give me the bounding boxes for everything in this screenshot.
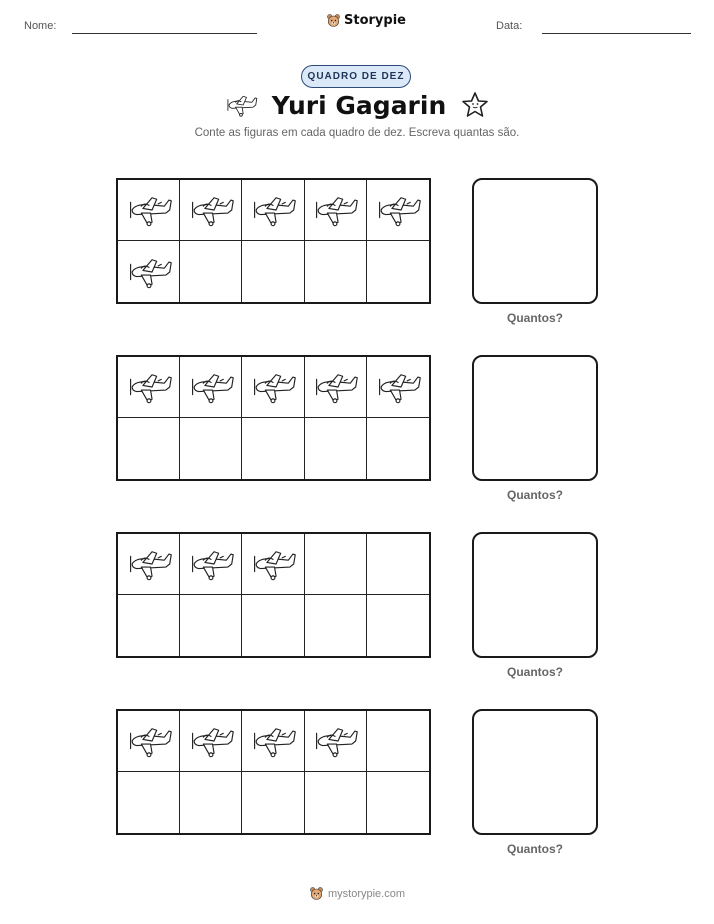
ten-frame-cell [118,534,180,595]
name-line[interactable] [72,33,257,34]
page-title: Yuri Gagarin [271,90,447,120]
ten-frame-cell [367,711,429,772]
ten-frame-cell [180,180,242,241]
ten-frame-cell [180,595,242,656]
ten-frame-cell [367,357,429,418]
ten-frame-cell [118,418,180,479]
airplane-icon [375,368,421,406]
airplane-icon [224,93,258,117]
brand-name: Storypie [344,13,406,28]
airplane-icon [126,368,172,406]
airplane-icon [126,722,172,760]
bear-mascot-icon [309,886,324,901]
ten-frame-cell [242,418,304,479]
airplane-icon [188,191,234,229]
airplane-icon [250,368,296,406]
ten-frame-cell [305,595,367,656]
airplane-icon [250,191,296,229]
ten-frame-cell [118,595,180,656]
ten-frame-cell [305,418,367,479]
ten-frame-cell [180,241,242,302]
ten-frame-cell [242,357,304,418]
ten-frame-cell [242,595,304,656]
answer-box[interactable] [472,178,598,304]
bear-mascot-icon [326,13,341,28]
ten-frame-cell [180,357,242,418]
ten-frame-cell [305,534,367,595]
date-label: Data: [496,20,523,32]
footer [0,886,714,901]
ten-frame-cell [242,241,304,302]
ten-frame-cell [367,595,429,656]
instructions: Conte as figuras em cada quadro de dez. Escreva quantas são. [194,127,520,139]
name-label: Nome: [24,20,57,32]
ten-frame [116,178,431,304]
airplane-icon [126,253,172,291]
airplane-icon [188,368,234,406]
ten-frame-cell [118,711,180,772]
airplane-icon [312,722,358,760]
airplane-icon [188,722,234,760]
ten-frame-cell [242,180,304,241]
ten-frame-cell [305,772,367,833]
answer-label: Quantos? [507,665,563,679]
airplane-icon [126,545,172,583]
ten-frame-cell [242,534,304,595]
ten-frame-cell [118,180,180,241]
answer-label: Quantos? [507,311,563,325]
airplane-icon [188,545,234,583]
ten-frame-cell [305,357,367,418]
ten-frame-cell [305,241,367,302]
ten-frame [116,532,431,658]
answer-box[interactable] [472,355,598,481]
ten-frame-cell [367,241,429,302]
airplane-icon [312,191,358,229]
airplane-icon [250,722,296,760]
answer-label: Quantos? [507,488,563,502]
answer-box[interactable] [472,532,598,658]
ten-frame-cell [180,418,242,479]
star-icon [460,90,490,120]
ten-frame-cell [305,180,367,241]
ten-frame [116,355,431,481]
worksheet-type-badge: QUADRO DE DEZ [301,65,411,88]
ten-frame-cell [180,711,242,772]
footer-url[interactable]: mystorypie.com [327,887,406,900]
ten-frame-cell [180,772,242,833]
ten-frame-cell [367,772,429,833]
brand-logo [326,13,406,28]
ten-frame-cell [305,711,367,772]
ten-frame-cell [367,418,429,479]
answer-label: Quantos? [507,842,563,856]
ten-frame-cell [242,711,304,772]
ten-frame-cell [118,772,180,833]
ten-frame-cell [367,534,429,595]
ten-frame [116,709,431,835]
ten-frame-cell [242,772,304,833]
airplane-icon [312,368,358,406]
airplane-icon [250,545,296,583]
ten-frame-cell [118,241,180,302]
title-row [0,90,714,120]
airplane-icon [126,191,172,229]
ten-frame-cell [180,534,242,595]
answer-box[interactable] [472,709,598,835]
date-line[interactable] [542,33,691,34]
ten-frame-cell [118,357,180,418]
airplane-icon [375,191,421,229]
ten-frame-cell [367,180,429,241]
